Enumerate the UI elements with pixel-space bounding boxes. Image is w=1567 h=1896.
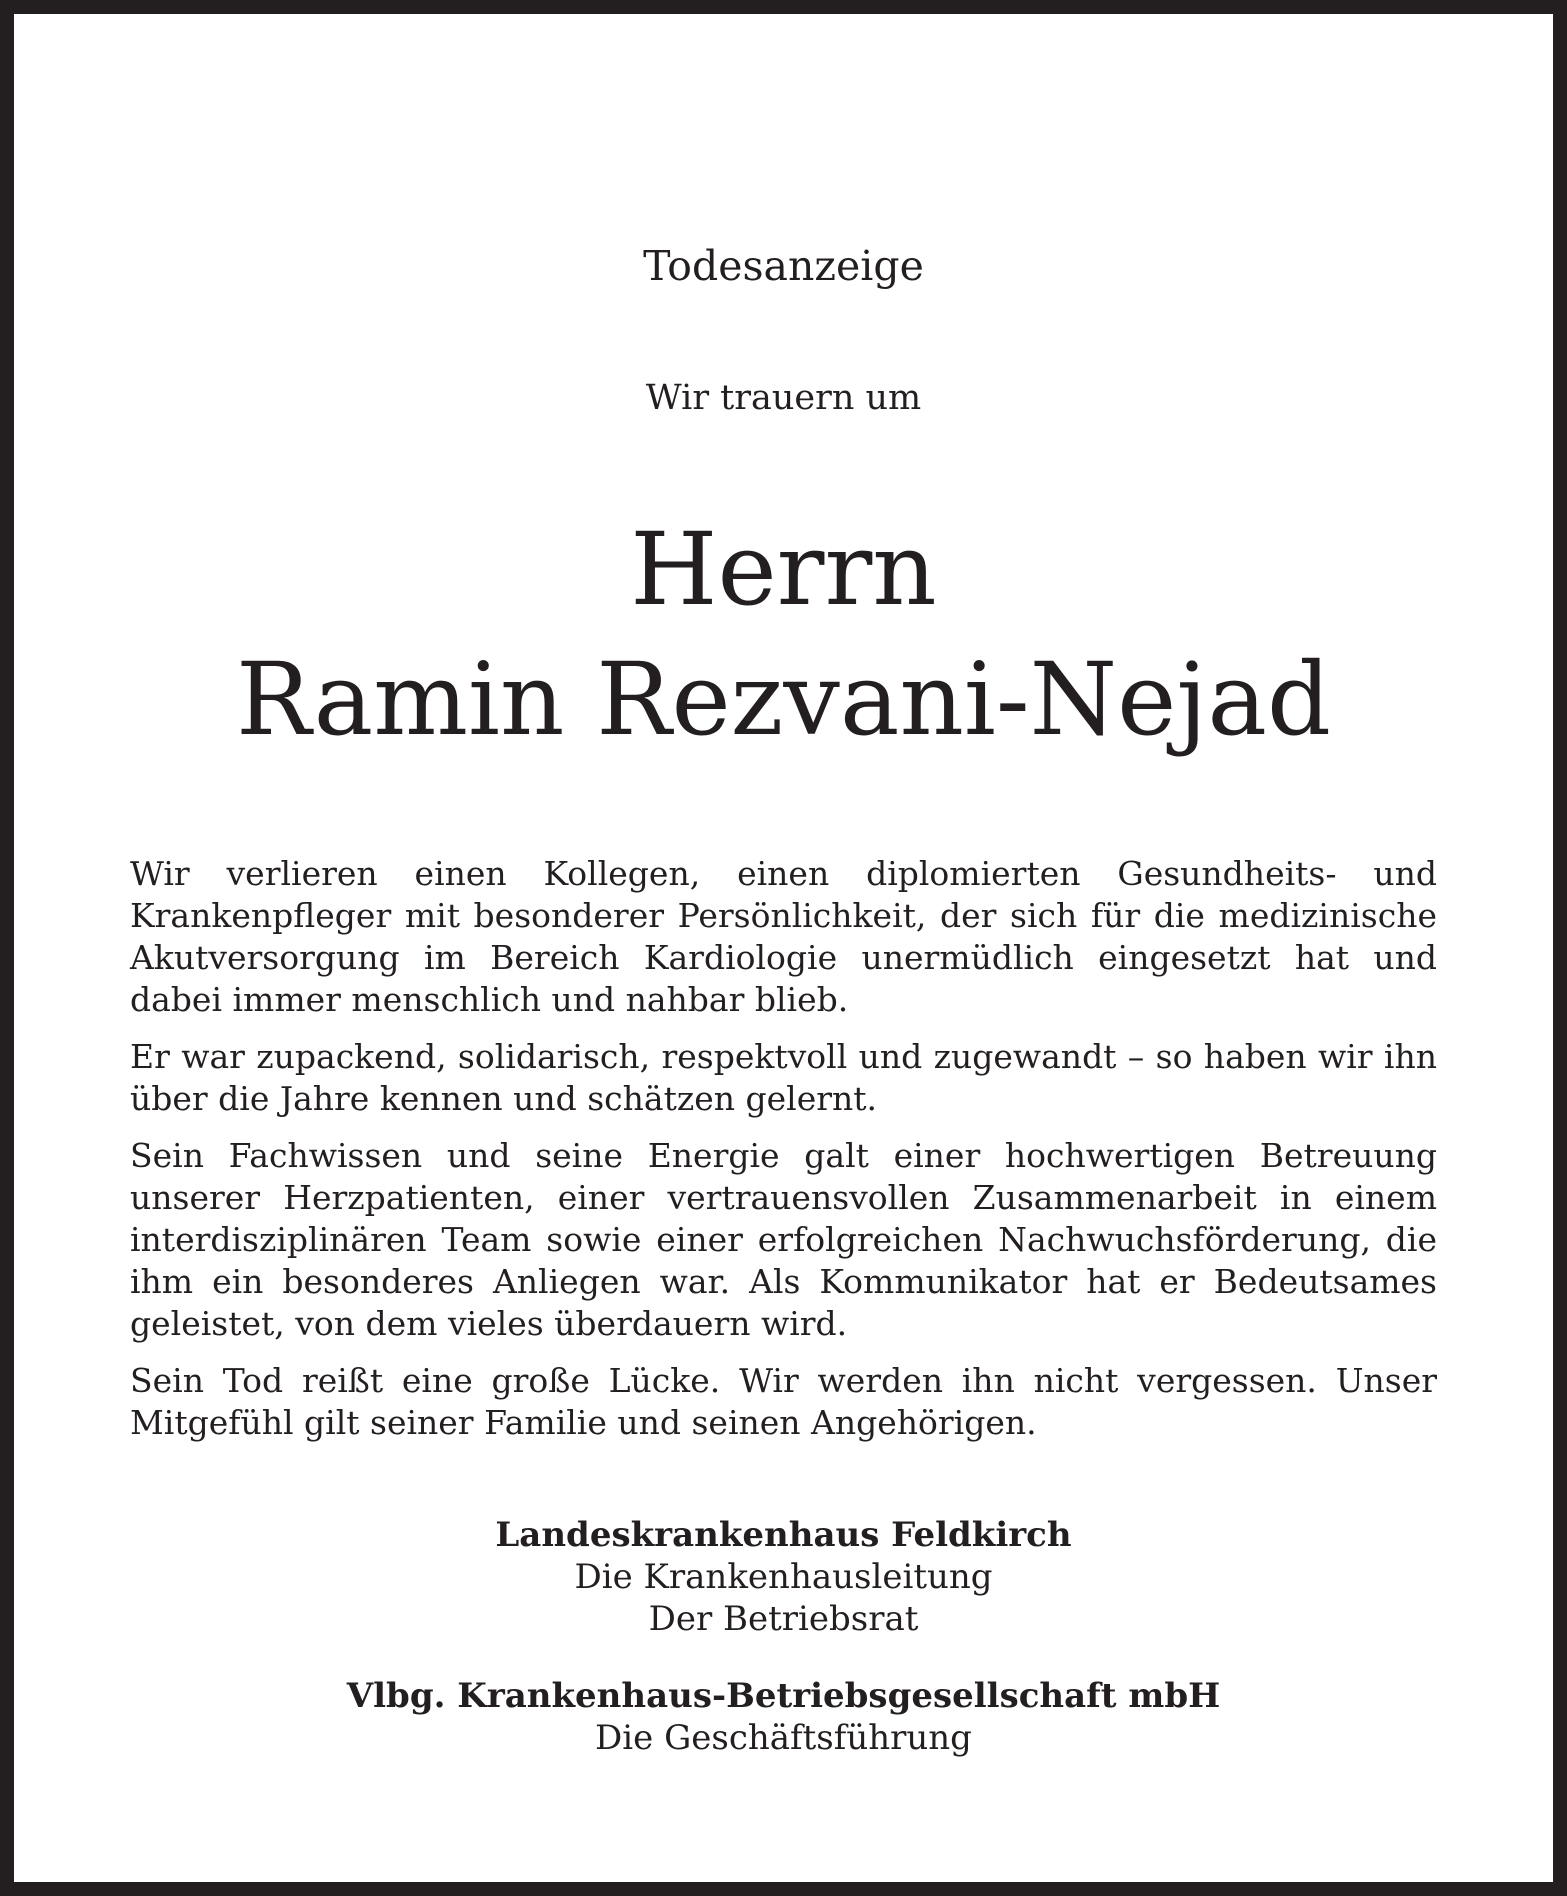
salutation: Herrn xyxy=(630,511,937,628)
deceased-name: Ramin Rezvani-Nejad xyxy=(236,641,1331,758)
signature-organization: Landeskrankenhaus Feldkirch xyxy=(495,1515,1072,1555)
notice-intro: Wir trauern um xyxy=(645,378,922,418)
signature-line: Die Krankenhausleitung xyxy=(574,1557,993,1597)
body-paragraph: Er war zupackend, solidarisch, respektvoll und zugewandt – so haben wir ihn über die Jahre kennen und schätzen gelernt. xyxy=(130,1037,1437,1118)
signature-group xyxy=(0,1675,1567,1759)
body-paragraph: Sein Fachwissen und seine Energie galt einer hochwertigen Betreuung unserer Herzpatienten, einer vertrauensvollen Zusammenarbeit in einem interdisziplinären Team sowie einer erfolgreichen Nachwuchsförderung, die ihm ein besonderes Anliegen war. Als Kommunikator hat er Bedeutsames geleistet, von dem vieles überdauern wird. xyxy=(130,1136,1437,1343)
body-paragraph: Sein Tod reißt eine große Lücke. Wir werden ihn nicht vergessen. Unser Mitgefühl gilt seiner Familie und seinen Angehörigen. xyxy=(130,1361,1437,1442)
signature-organization: Vlbg. Krankenhaus-Betriebsgesellschaft mbH xyxy=(346,1676,1221,1716)
body-paragraph: Wir verlieren einen Kollegen, einen diplomierten Gesundheits- und Krankenpfleger mit besonderer Persönlichkeit, der sich für die medizinische Akutversorgung im Bereich Kardiologie unermüdlich eingesetzt hat und dabei immer menschlich und nahbar blieb. xyxy=(130,854,1437,1019)
notice-body xyxy=(130,853,1437,1459)
notice-heading: Todesanzeige xyxy=(643,242,924,290)
signature-group xyxy=(0,1514,1567,1640)
deceased-name-block xyxy=(0,505,1567,765)
signature-line: Der Betriebsrat xyxy=(648,1599,919,1639)
signature-line: Die Geschäftsführung xyxy=(595,1718,972,1758)
signatures xyxy=(0,1514,1567,1794)
